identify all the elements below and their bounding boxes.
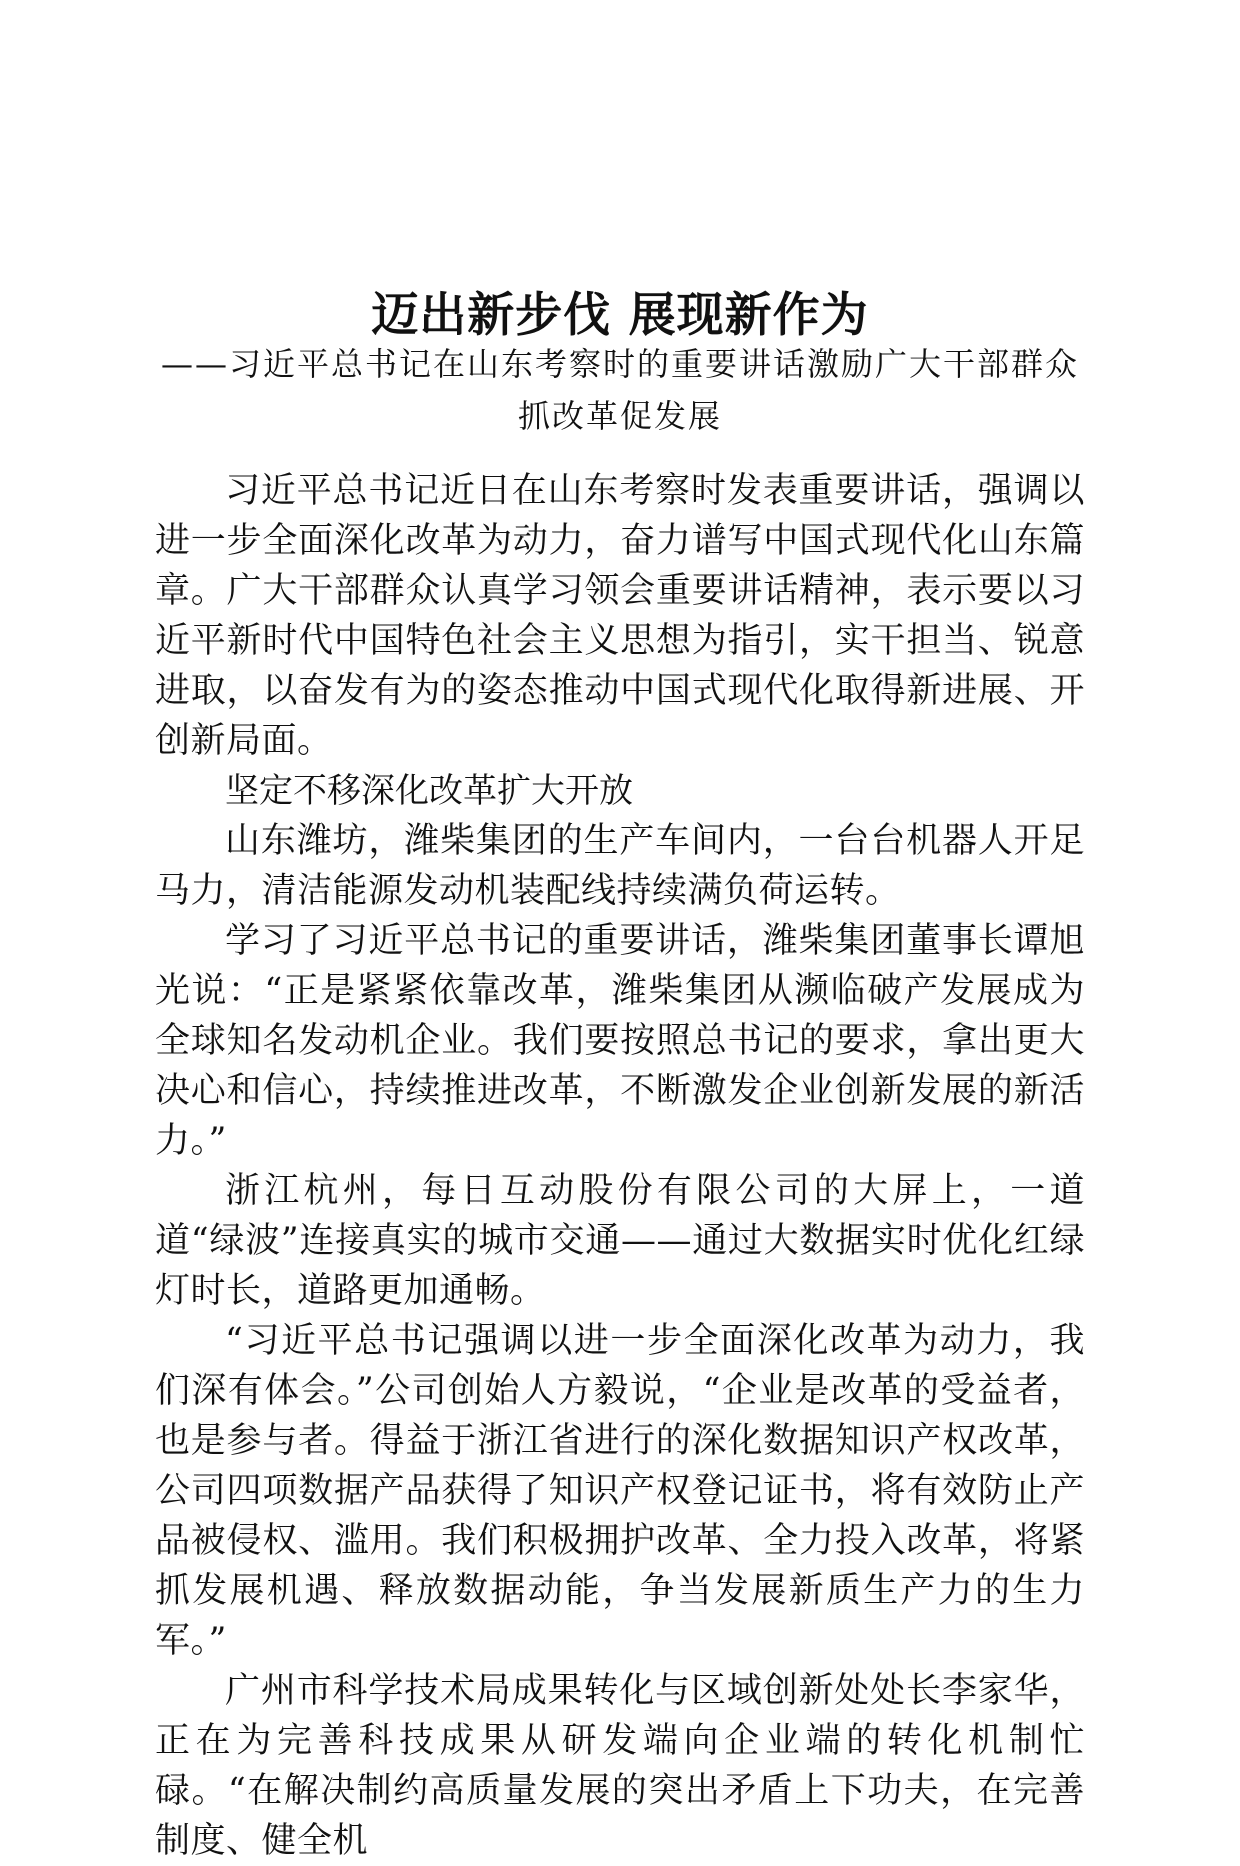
paragraph-weichai-quote: 学习了习近平总书记的重要讲话，潍柴集团董事长谭旭光说：“正是紧紧依靠改革，潍柴集团从濒临破产发展成为全球知名发动机企业。我们要按照总书记的要求，拿出更大决心和信心，持续推进改革，不断激发企业创新发展的新活力。”	[155, 921, 1085, 1161]
section-heading: 坚定不移深化改革扩大开放	[225, 771, 633, 811]
paragraph-hangzhou: 浙江杭州，每日互动股份有限公司的大屏上，一道道“绿波”连接真实的城市交通——通过大数据实时优化红绿灯时长，道路更加通畅。	[155, 1171, 1085, 1311]
document-title: 迈出新步伐 展现新作为	[371, 288, 869, 344]
document-body	[155, 466, 1085, 1866]
paragraph-weichai-workshop: 山东潍坊，潍柴集团的生产车间内，一台台机器人开足马力，清洁能源发动机装配线持续满负荷运转。	[155, 821, 1085, 911]
paragraph-intro: 习近平总书记近日在山东考察时发表重要讲话，强调以进一步全面深化改革为动力，奋力谱写中国式现代化山东篇章。广大干部群众认真学习领会重要讲话精神，表示要以习近平新时代中国特色社会主义思想为指引，实干担当、锐意进取，以奋发有为的姿态推动中国式现代化取得新进展、开创新局面。	[155, 471, 1085, 761]
paragraph-hangzhou-quote: “习近平总书记强调以进一步全面深化改革为动力，我们深有体会。”公司创始人方毅说，“企业是改革的受益者，也是参与者。得益于浙江省进行的深化数据知识产权改革，公司四项数据产品获得了知识产权登记证书，将有效防止产品被侵权、滥用。我们积极拥护改革、全力投入改革，将紧抓发展机遇、释放数据动能，争当发展新质生产力的生力军。”	[155, 1321, 1085, 1661]
paragraph-guangzhou: 广州市科学技术局成果转化与区域创新处处长李家华，正在为完善科技成果从研发端向企业端的转化机制忙碌。“在解决制约高质量发展的突出矛盾上下功夫，在完善制度、健全机	[155, 1671, 1085, 1861]
document-subtitle: ——习近平总书记在山东考察时的重要讲话激励广大干部群众抓改革促发展	[160, 345, 1079, 435]
